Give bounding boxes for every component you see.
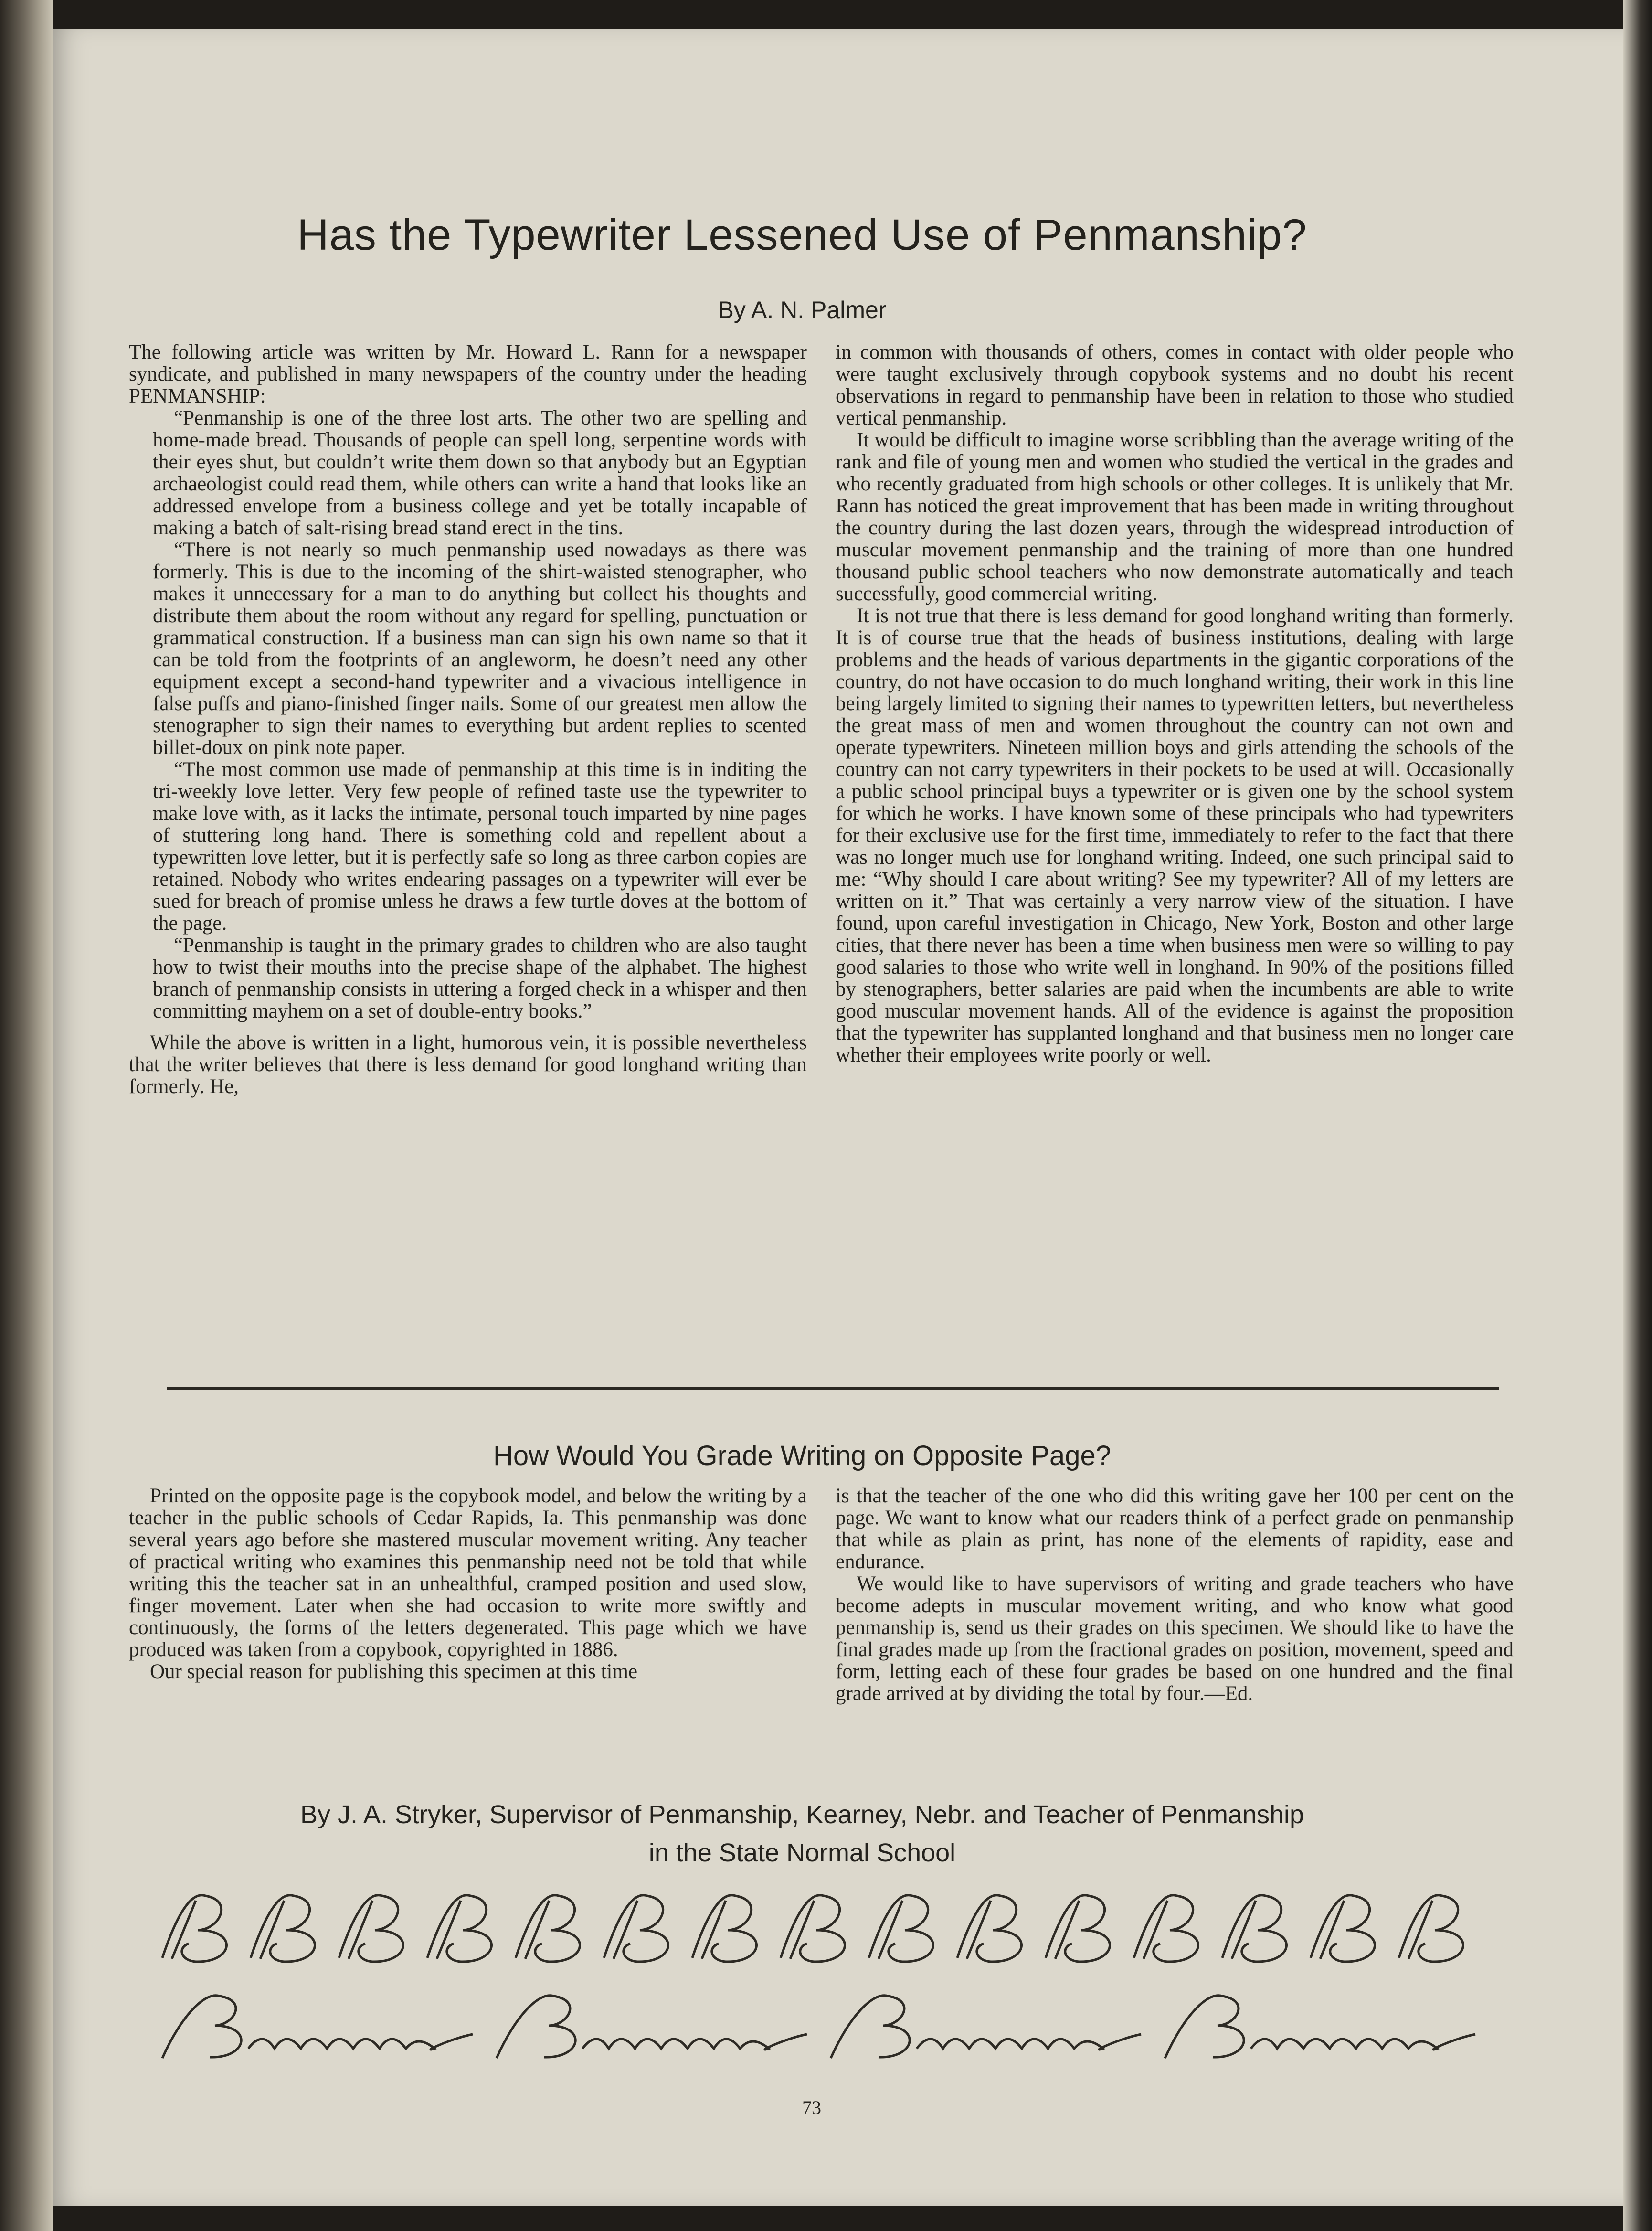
- script-b-stroke: [427, 1895, 492, 1962]
- paragraph: Our special reason for publishing this specimen at this time: [150, 1660, 638, 1683]
- paragraph: It is not true that there is less demand for good longhand writing than formerly. It is of course true that the heads of business institutions, dealing with large problems and the heads of various departments in the gigantic corporations of the country, do not have occasion to do much longhand writing, their work in this line being largely limited to signing their names to typewritten letters, but nevertheless the great mass of men and women throughout the country can not own and operate typewriters. Nineteen million boys and girls attending the schools of the country can not carry typewriters in their pockets to be used at will. Occasionally a public school principal buys a typewriter or is given one by the school system for which he works. I have known some of these principals who had typewriters for their exclusive use for the first time, immediately to refer to the fact that there was no longer much use for longhand writing. Indeed, one such principal said to me: “Why should I care about writing? See my typewriter? All of my letters are written on it.” That was certainly a very narrow view of the situation. I have found, upon careful investigation in Chicago, New York, Boston and other large cities, that there never has been a time when business men were so willing to pay good salaries to those who write well in longhand. In 90% of the positions filled by stenographers, better salaries are paid when the incumbents are able to write good muscular movement hands. All of the evidence is against the proposition that the typewriter has supplanted longhand and that business men no longer care whether their employees write poorly or well.: [836, 605, 1514, 1066]
- section-column-right: [836, 1485, 1514, 1705]
- script-b-stroke: [1046, 1895, 1110, 1962]
- article-title: Has the Typewriter Lessened Use of Penmanship?: [297, 211, 1307, 259]
- article-column-right: [836, 341, 1514, 1066]
- credit-line-1: By J. A. Stryker, Supervisor of Penmanship, Kearney, Nebr. and Teacher of Penmanship: [300, 1800, 1304, 1829]
- script-b-stroke: [957, 1895, 1022, 1962]
- script-b-stroke: [692, 1895, 757, 1962]
- script-b-stroke: [516, 1895, 580, 1962]
- script-b-stroke: [869, 1895, 933, 1962]
- book-spine: [0, 0, 53, 2231]
- script-b-stroke: [162, 1895, 227, 1962]
- paragraph: “The most common use made of penmanship at this time is in inditing the tri-weekly love letter. Very few people of refined taste use the typewriter to make love with, as it lacks the intimate, personal touch imparted by nine pages of stuttering long hand. There is something cold and repellent about a typewritten love letter, but it is perfectly safe so long as three carbon copies are retained. Nobody who writes endearing passages on a typewriter will ever be sued for breach of promise unless he draws a few turtle doves at the bottom of the page.: [153, 758, 807, 935]
- article-byline: By A. N. Palmer: [718, 297, 887, 323]
- script-b-stroke: [781, 1895, 845, 1962]
- script-b-stroke: [604, 1895, 668, 1962]
- script-word-stroke: [831, 1996, 1141, 2058]
- script-b-stroke: [1399, 1895, 1463, 1962]
- script-b-stroke: [1311, 1895, 1375, 1962]
- page-edge: [1623, 0, 1652, 2231]
- handwriting-specimen: [143, 1877, 1528, 2087]
- paragraph: It would be difficult to imagine worse scribbling than the average writing of the rank and file of young men and women who studied the vertical in the grades and who recently graduated from high schools or other colleges. It is unlikely that Mr. Rann has noticed the great improvement that has been made in writing throughout the country during the last dozen years, through the widespread introduction of muscular movement penmanship and the training of more than one hundred thousand public school teachers who now demonstrate automatically and teach successfully, good commercial writing.: [836, 429, 1514, 605]
- section-column-left: [129, 1485, 807, 1683]
- paragraph: Printed on the opposite page is the copybook model, and below the writing by a teacher in the public schools of Cedar Rapids, Ia. This penmanship was done several years ago before she mastered muscular movement writing. Any teacher of practical writing who examines this penmanship need not be told that while writing this the teacher sat in an unhealthful, cramped position and used slow, finger movement. Later when she had occasion to write more swiftly and continuously, the forms of the letters degenerated. This page which we have produced was taken from a copybook, copyrighted in 1886.: [129, 1485, 807, 1661]
- paragraph: “Penmanship is taught in the primary grades to children who are also taught how to twist their mouths into the precise shape of the alphabet. The highest branch of penmanship consists in uttering a forged check in a whisper and then committing mayhem on a set of double-entry books.”: [153, 934, 807, 1022]
- paragraph: in common with thousands of others, comes in contact with older people who were taught exclusively through copybook systems and no doubt his recent observations in regard to penmanship have been in relation to those who studied vertical penmanship.: [836, 341, 1514, 429]
- script-word-stroke: [1165, 1996, 1475, 2058]
- credit-line-2: in the State Normal School: [648, 1838, 956, 1867]
- paragraph: “Penmanship is one of the three lost arts. The other two are spelling and home-made bread. Thousands of people can spell long, serpentine words with their eyes shut, but couldn’t write them down so that anybody but an Egyptian archaeologist could read them, while others can write a hand that looks like an addressed envelope from a business college and yet be totally incapable of making a batch of salt-rising bread stand erect in the tins.: [153, 407, 807, 539]
- paragraph: We would like to have supervisors of writing and grade teachers who have become adepts in muscular movement writing, and who know what good penmanship is, send us their grades on this specimen. We should like to have the final grades made up from the fractional grades on position, movement, speed and form, letting each of these four grades be based on one hundred and the final grade arrived at by dividing the total by four.—Ed.: [836, 1572, 1514, 1705]
- script-b-stroke: [339, 1895, 403, 1962]
- script-word-stroke: [497, 1996, 807, 2058]
- letter-row: [162, 1895, 1463, 1962]
- script-b-stroke: [1134, 1895, 1198, 1962]
- specimen-credit: [143, 1795, 1461, 1872]
- paragraph: The following article was written by Mr. Howard L. Rann for a newspaper syndicate, and published in many newspapers of the country under the heading PENMANSHIP:: [129, 341, 807, 407]
- paragraph: “There is not nearly so much penmanship used nowadays as there was formerly. This is due to the incoming of the shirt-waisted stenographer, who makes it unnecessary for a man to do anything but collect his thoughts and distribute them about the room without any regard for spelling, punctuation or grammatical construction. If a business man can sign his own name so that it can be told from the footprints of an angleworm, he doesn’t need any other equipment except a second-hand typewriter and a vivacious intelligence in false puffs and piano-finished finger nails. Some of our greatest men allow the stenographer to sign their names to everything but ardent replies to scented billet-doux on pink note paper.: [153, 539, 807, 759]
- page-number: 73: [802, 2097, 821, 2118]
- word-row: [162, 1996, 1475, 2058]
- article-column-left: [129, 341, 807, 1098]
- script-b-stroke: [1222, 1895, 1287, 1962]
- script-word-stroke: [162, 1996, 473, 2058]
- paragraph: is that the teacher of the one who did this writing gave her 100 per cent on the page. We want to know what our readers think of a perfect grade on penmanship that while as plain as print, has none of the elements of rapidity, ease and endurance.: [836, 1485, 1514, 1573]
- section-title: How Would You Grade Writing on Opposite Page?: [493, 1440, 1111, 1471]
- paragraph: While the above is written in a light, humorous vein, it is possible nevertheless that the writer believes that there is less demand for good longhand writing than formerly. He,: [129, 1031, 807, 1098]
- script-b-stroke: [251, 1895, 315, 1962]
- section-divider: [167, 1387, 1499, 1390]
